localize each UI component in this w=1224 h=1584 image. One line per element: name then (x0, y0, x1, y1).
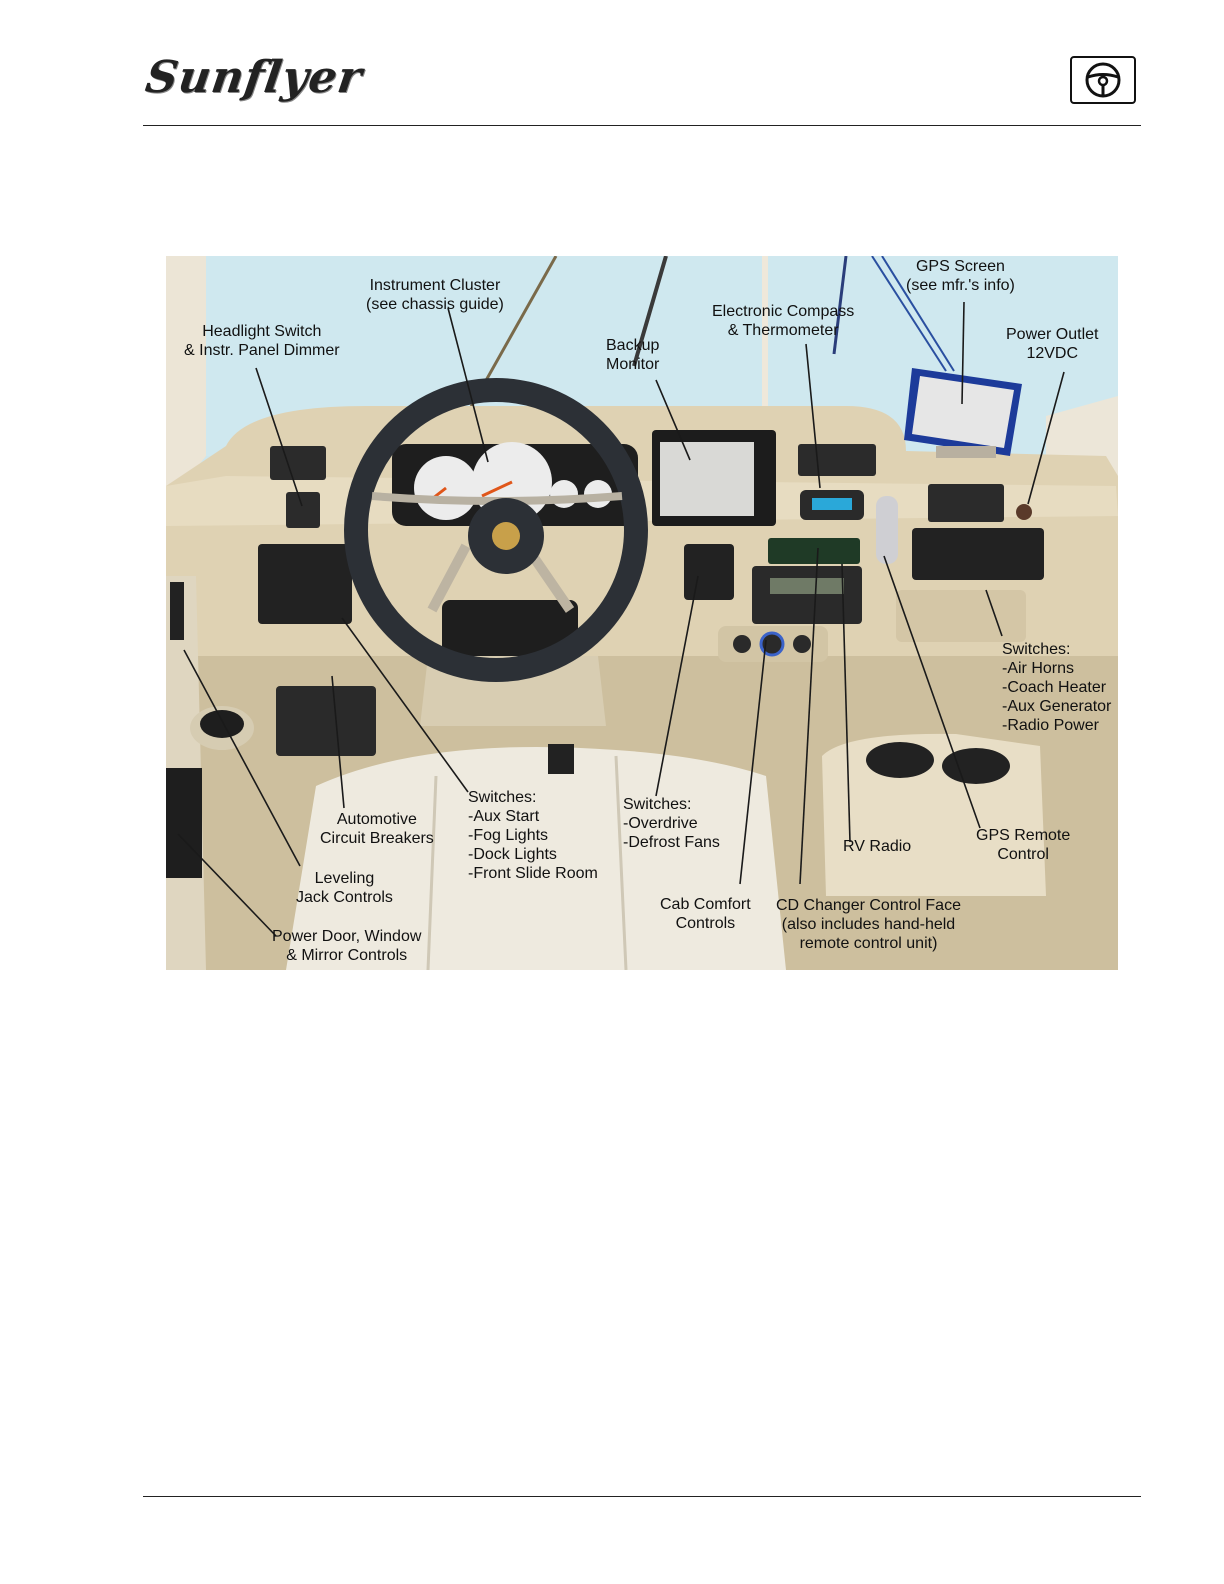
label-leveling-jack: Leveling Jack Controls (296, 870, 393, 906)
dashboard-photo (166, 256, 1118, 970)
label-gps-screen: GPS Screen (see mfr.'s info) (906, 258, 1015, 294)
logo: Sunflyer (142, 52, 366, 103)
steering-wheel-icon (1070, 56, 1136, 104)
label-switches-left: Switches: -Aux Start -Fog Lights -Dock Lights -Front Slide Room (468, 789, 598, 882)
label-electronic-compass: Electronic Compass & Thermometer (712, 303, 855, 339)
header-rule (143, 125, 1141, 126)
label-instrument-cluster: Instrument Cluster (see chassis guide) (366, 277, 504, 313)
label-gps-remote: GPS Remote Control (976, 827, 1071, 863)
label-switches-right: Switches: -Air Horns -Coach Heater -Aux Generator -Radio Power (1002, 641, 1112, 734)
label-cd-changer: CD Changer Control Face (also includes hand-held remote control unit) (776, 897, 961, 952)
label-power-door: Power Door, Window & Mirror Controls (272, 928, 422, 964)
label-rv-radio: RV Radio (843, 838, 912, 855)
label-headlight-switch: Headlight Switch & Instr. Panel Dimmer (184, 323, 340, 359)
label-cab-comfort: Cab Comfort Controls (660, 896, 751, 932)
label-power-outlet: Power Outlet 12VDC (1006, 326, 1099, 362)
label-automotive-breakers: Automotive Circuit Breakers (320, 811, 434, 847)
footer-rule (143, 1496, 1141, 1497)
label-switches-center: Switches: -Overdrive -Defrost Fans (623, 796, 720, 851)
label-backup-monitor: Backup Monitor (606, 337, 660, 373)
